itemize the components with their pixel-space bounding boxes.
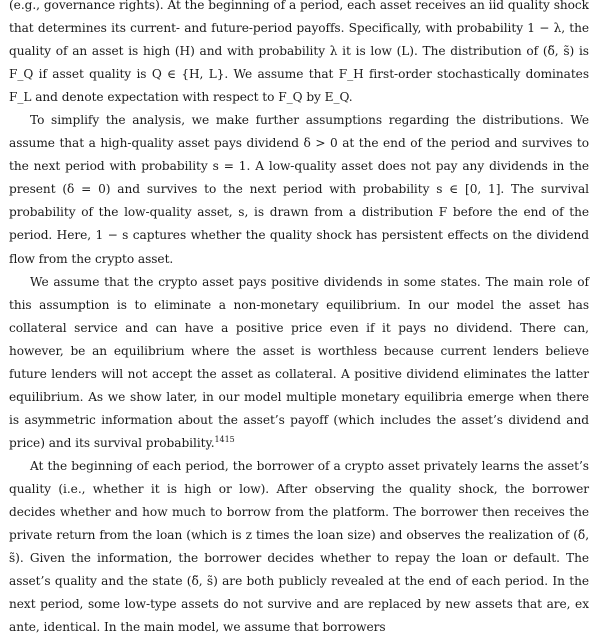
paragraph-borrower-timing: At the beginning of each period, the borrower of a crypto asset privately learns the asset’s quality (i.e., whether it is high or low). After observing the quality shock, the borrower decides whether and how much to borrow from the platform. The borrower then receives the private return from the loan (which is z times the loan size) and observes the realization of (δ̃, s̃). Given the information, the borrower decides whether to repay the loan or default. The asset’s quality and the state (δ̃, s̃) are both publicly revealed at the end of each period. In the next period, some low-type assets do not survive and are replaced by new assets that are, ex ante, identical. In the main model, we assume that borrowers xyxy=(9,458,589,635)
footnote-marker[interactable]: 1415 xyxy=(214,434,235,444)
paragraph-positive-dividends-text: We assume that the crypto asset pays positive dividends in some states. The main role of this assumption is to eliminate a non-monetary equilibrium. In our model the asset has collateral service and can have a positive price even if it pays no dividend. There can, however, be an equilibrium where the asset is worthless because current lenders believe future lenders will not accept the asset as collateral. A positive dividend eliminates the latter equilibrium. As we show later, in our model multiple monetary equilibria emerge when there is asymmetric information about the asset’s payoff (which includes the asset’s dividend and price) and its survival probability. xyxy=(9,274,589,450)
paragraph-quality-shock: (e.g., governance rights). At the beginning of a period, each asset receives an iid quality shock that determines its current- and future-period payoffs. Specifically, with probability 1 − λ, the quality of an asset is high (H) and with probability λ it is low (L). The distribution of (δ̃, s̃) is F_Q if asset quality is Q ∈ {H, L}. We assume that F_H first-order stochastically dominates F_L and denote expectation with respect to F_Q by E_Q. xyxy=(9,0,589,105)
paper-page xyxy=(9,0,589,639)
paragraph-distribution-assumptions: To simplify the analysis, we make further assumptions regarding the distributions. We assume that a high-quality asset pays dividend δ > 0 at the end of the period and survives to the next period with probability s = 1. A low-quality asset does not pay any dividends in the present (δ = 0) and survives to the next period with probability s ∈ [0, 1]. The survival probability of the low-quality asset, s, is drawn from a distribution F before the end of the period. Here, 1 − s captures whether the quality shock has persistent effects on the dividend flow from the crypto asset. xyxy=(9,113,589,266)
paragraph-positive-dividends xyxy=(9,271,589,455)
